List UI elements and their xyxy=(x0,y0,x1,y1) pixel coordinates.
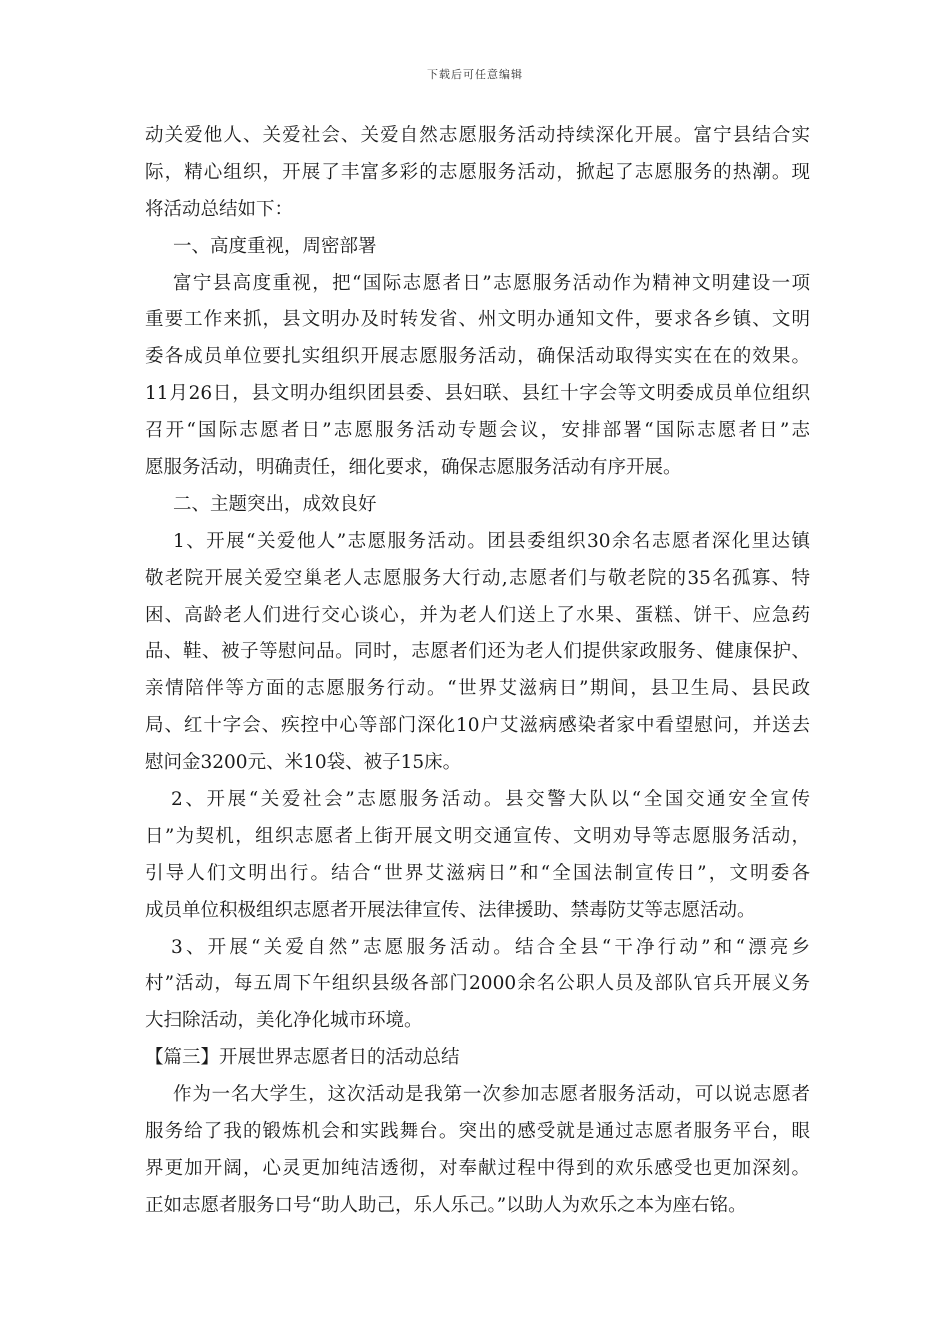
text-line: 正如志愿者服务口号“助人助己，乐人乐己。”以助人为欢乐之本为座右铭。 xyxy=(145,1194,747,1216)
text-line: 敬老院开展关爱空巢老人志愿服务大行动,志愿者们与敬老院的35名孤寡、特 xyxy=(145,567,810,589)
section-heading: 二、主题突出，成效良好 xyxy=(173,493,377,515)
text-line: 村”活动，每五周下午组织县级各部门2000余名公职人员及部队官兵开展义务 xyxy=(145,973,810,995)
text-line: 品、鞋、被子等慰问品。同时，志愿者们还为老人们提供家政服务、健康保护、 xyxy=(145,641,810,663)
text-line: 大扫除活动，美化净化城市环境。 xyxy=(145,1010,423,1032)
text-line: 慰问金3200元、米10袋、被子15床。 xyxy=(145,752,462,774)
text-line: 3、开展“关爱自然”志愿服务活动。结合全县“干净行动”和“漂亮乡 xyxy=(171,936,810,958)
text-line: 11月26日，县文明办组织团县委、县妇联、县红十字会等文明委成员单位组织 xyxy=(145,383,810,405)
text-line: 服务给了我的锻炼机会和实践舞台。突出的感受就是通过志愿者服务平台，眼 xyxy=(145,1121,810,1143)
text-line: 愿服务活动，明确责任，细化要求，确保志愿服务活动有序开展。 xyxy=(145,457,682,479)
text-line: 动关爱他人、关爱社会、关爱自然志愿服务活动持续深化开展。富宁县结合实 xyxy=(145,125,810,146)
text-line: 1、开展“关爱他人”志愿服务活动。团县委组织30余名志愿者深化里达镇 xyxy=(173,530,810,552)
page-header: 下载后可任意编辑 xyxy=(427,68,523,81)
section-heading: 【篇三】开展世界志愿者日的活动总结 xyxy=(145,1047,460,1069)
section-heading: 一、高度重视，周密部署 xyxy=(173,235,377,257)
text-line: 作为一名大学生，这次活动是我第一次参加志愿者服务活动，可以说志愿者 xyxy=(173,1084,810,1106)
text-line: 富宁县高度重视，把“国际志愿者日”志愿服务活动作为精神文明建设一项 xyxy=(173,272,810,294)
text-line: 成员单位积极组织志愿者开展法律宣传、法律援助、禁毒防艾等志愿活动。 xyxy=(145,899,756,921)
text-line: 委各成员单位要扎实组织开展志愿服务活动，确保活动取得实实在在的效果。 xyxy=(145,346,810,368)
text-line: 界更加开阔，心灵更加纯洁透彻，对奉献过程中得到的欢乐感受也更加深刻。 xyxy=(145,1157,810,1179)
text-line: 重要工作来抓，县文明办及时转发省、州文明办通知文件，要求各乡镇、文明 xyxy=(145,309,810,331)
text-line: 亲情陪伴等方面的志愿服务行动。“世界艾滋病日”期间，县卫生局、县民政 xyxy=(145,678,810,700)
text-line: 召开“国际志愿者日”志愿服务活动专题会议，安排部署“国际志愿者日”志 xyxy=(145,420,810,442)
text-line: 局、红十字会、疾控中心等部门深化10户艾滋病感染者家中看望慰问，并送去 xyxy=(145,715,810,737)
text-line: 2、开展“关爱社会”志愿服务活动。县交警大队以“全国交通安全宣传 xyxy=(171,789,810,811)
text-line: 际，精心组织，开展了丰富多彩的志愿服务活动，掀起了志愿服务的热潮。现 xyxy=(145,161,810,183)
text-line: 将活动总结如下： xyxy=(145,198,294,220)
text-line: 困、高龄老人们进行交心谈心，并为老人们送上了水果、蛋糕、饼干、应急药 xyxy=(145,604,810,626)
document-body xyxy=(145,118,810,1225)
text-line: 引导人们文明出行。结合“世界艾滋病日”和“全国法制宣传日”，文明委各 xyxy=(145,862,810,884)
text-line: 日”为契机，组织志愿者上街开展文明交通宣传、文明劝导等志愿服务活动， xyxy=(145,825,810,847)
